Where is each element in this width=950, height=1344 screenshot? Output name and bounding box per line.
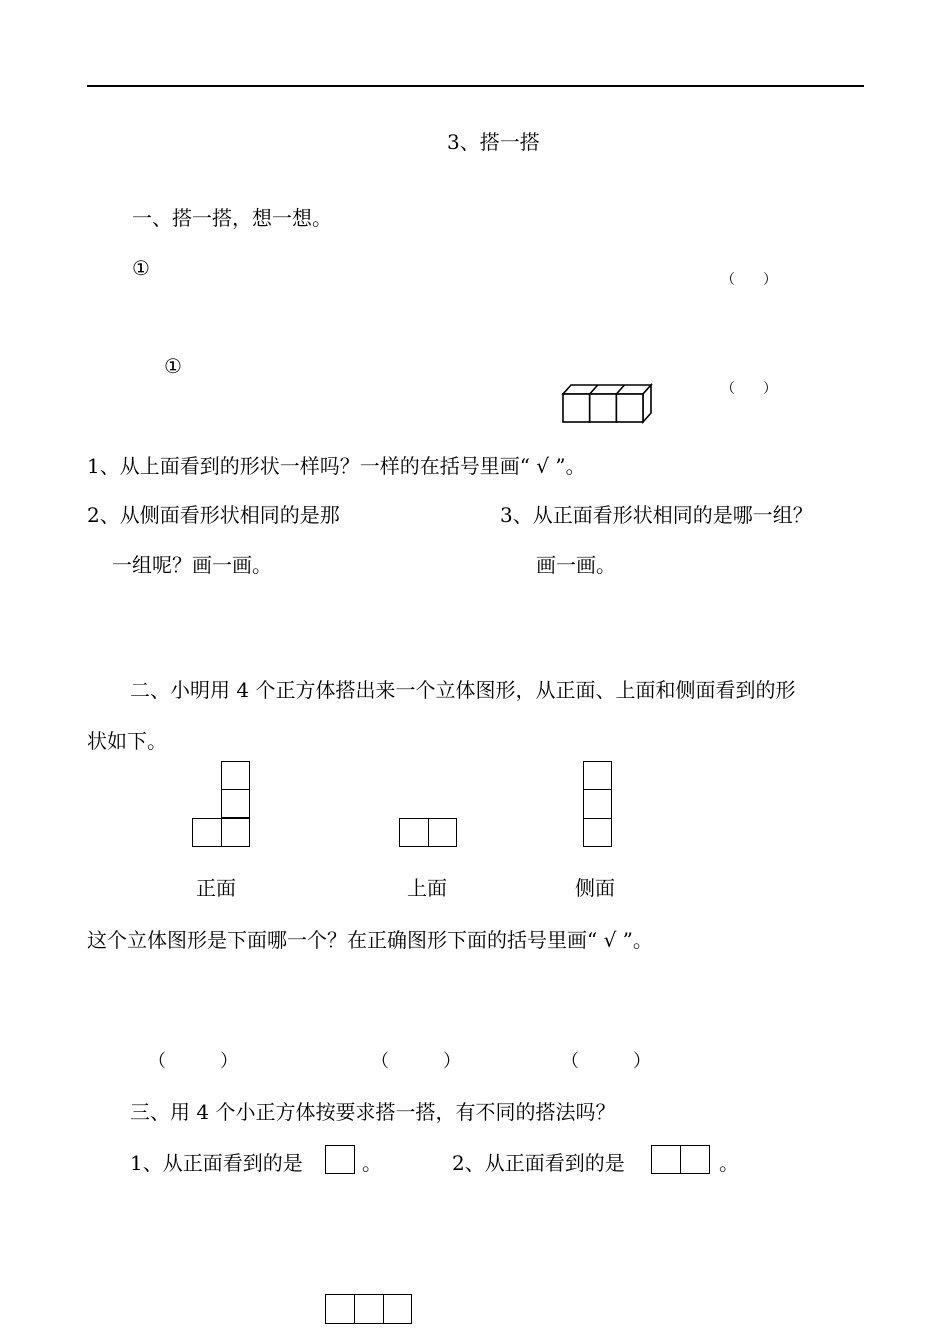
header-rule [87,85,864,87]
item-marker-b: ① [164,354,182,378]
cube-row-figure [560,382,655,424]
label-side-view: 侧面 [575,876,615,900]
question-2-line1: 2、从侧面看形状相同的是那 [87,503,340,527]
label-front-view: 正面 [196,876,236,900]
section2-question: 这个立体图形是下面哪一个？在正确图形下面的括号里画“ √ ”。 [87,928,653,952]
section2-heading-line2: 状如下。 [87,729,167,753]
label-top-view: 上面 [407,876,447,900]
answer-paren-a[interactable]: （ ） [721,272,777,288]
item-marker-a: ① [132,256,150,280]
question-2-line2: 一组呢？画一画。 [112,553,272,577]
choice-paren-3[interactable]: （ ） [561,1051,651,1072]
choice-paren-2[interactable]: （ ） [371,1051,461,1072]
section3-q1-suffix: 。 [362,1151,382,1175]
page-title: 3、搭一搭 [447,130,540,154]
section3-q2-prefix: 2、从正面看到的是 [452,1151,625,1175]
question-3-line2: 画一画。 [536,553,616,577]
single-square-figure [325,1145,355,1174]
section2-heading-line1: 二、小明用 4 个正方体搭出来一个立体图形，从正面、上面和侧面看到的形 [130,678,796,702]
answer-paren-b[interactable]: （ ） [721,381,777,397]
question-1: 1、从上面看到的形状一样吗？一样的在括号里画“ √ ”。 [87,454,586,478]
question-3-line1: 3、从正面看形状相同的是哪一组？ [500,503,813,527]
section3-heading: 三、用 4 个小正方体按要求搭一搭，有不同的搭法吗？ [130,1100,616,1124]
section3-q2-suffix: 。 [719,1151,739,1175]
section3-q1-prefix: 1、从正面看到的是 [130,1151,303,1175]
choice-paren-1[interactable]: （ ） [148,1051,238,1072]
section1-heading: 一、搭一搭，想一想。 [132,206,332,230]
